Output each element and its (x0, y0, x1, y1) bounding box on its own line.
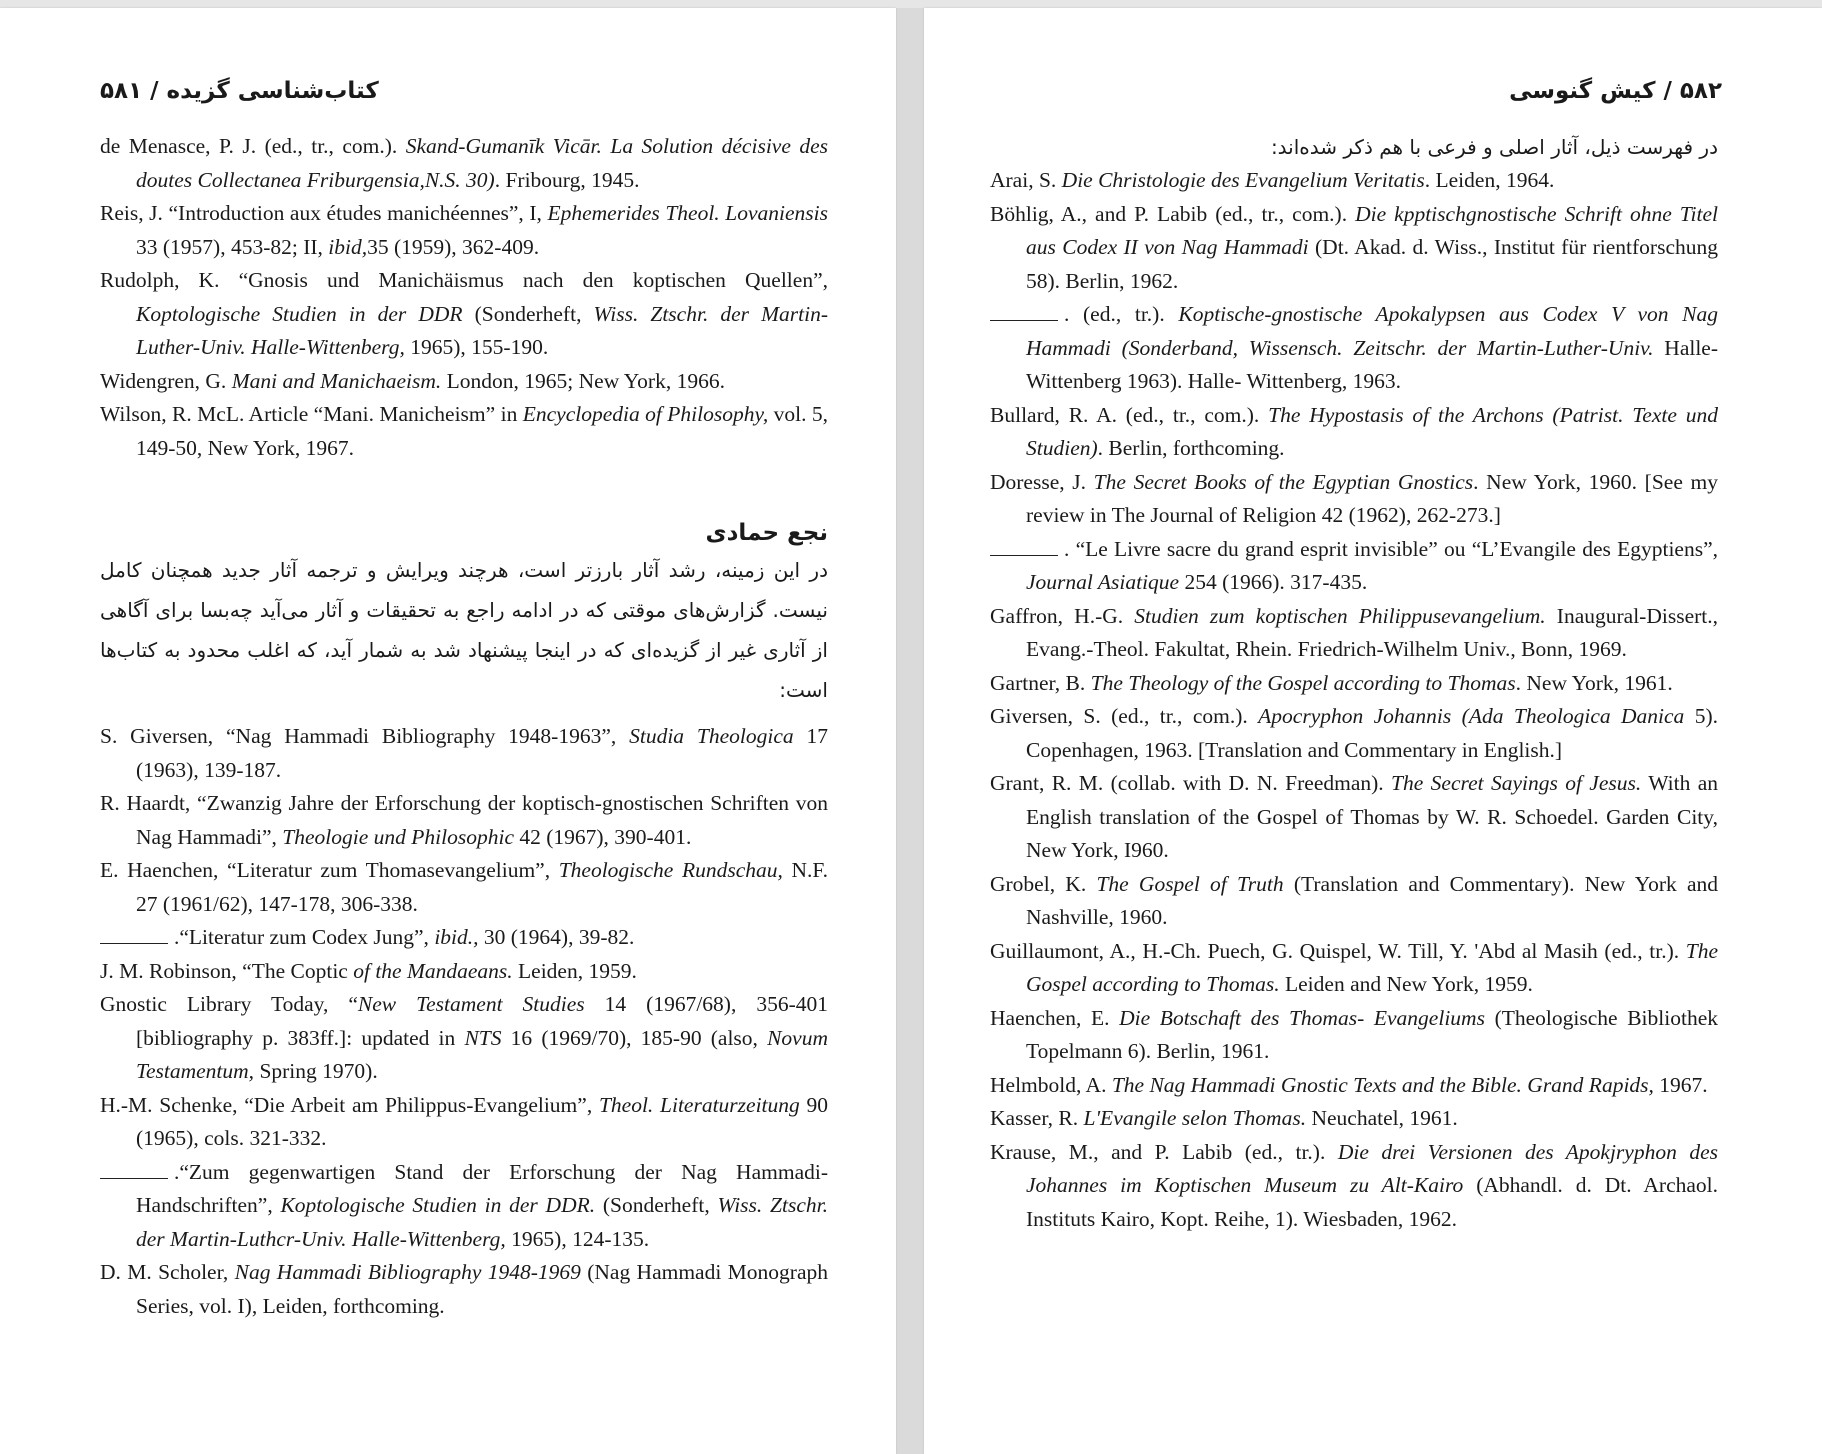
bibliography-entry (100, 921, 828, 955)
right-page (924, 8, 1822, 1454)
entry-text: 35 (1959), 362-409. (367, 234, 540, 259)
entry-title: ibid, (328, 234, 368, 259)
entry-text: 1965), 155-190. (404, 335, 549, 359)
right-page-header: ۵۸۲ / کیش گنوسی (1509, 78, 1722, 104)
entry-title: Apocryphon Johannis (Ada Theologica Danica (1258, 704, 1685, 728)
entry-text: 42 (1967), 390-401. (513, 824, 692, 849)
entry-title: Wiss. Ztschr. der Martin-Luther-Univ. Halle-Wittenberg, (136, 301, 828, 359)
entry-title: The Nag Hammadi Gnostic Texts and the Bible. Grand Rapids, (1111, 1072, 1654, 1097)
bibliography-entry (990, 1069, 1718, 1103)
entry-text: . “Le Livre sacre du grand esprit invisible” ou “L’Evangile des Egyptiens”, (1064, 536, 1718, 561)
entry-text: Neuchatel, 1961. (1306, 1106, 1458, 1130)
section-intro: در این زمینه، رشد آثار بارزتر است، هرچند ویرایش و ترجمه آثار جدید همچنان کامل نیست. گزارش‌های موقتی که در ادامه راجع به تحقیقات و آثار می‌آید چه‌بسا برای آگاهی از آثاری غیر از گزیده‌ای که در اینجا پیشنهاد شد به شمار آید، که اغلب محدود به کتاب‌ها است: (100, 558, 828, 702)
entry-title: Die kpptischgnostische Schrift ohne Titel aus Codex II von Nag Hammadi (1026, 201, 1718, 259)
bibliography-entry (990, 600, 1718, 667)
right-entries (990, 164, 1718, 1236)
entry-text: Widengren, G. (100, 368, 232, 393)
bibliography-entry (990, 667, 1718, 701)
bibliography-entry (100, 365, 828, 399)
entry-text: Gnostic Library Today, “ (100, 992, 358, 1016)
entry-title: The Gospel according to Thomas. (1026, 938, 1718, 996)
entry-text: Böhlig, A., and P. Labib (ed., tr., com.). (990, 201, 1356, 226)
repeat-author-rule (990, 535, 1058, 555)
bibliography-entry (100, 787, 828, 854)
entry-text: 5). Copenhagen, 1963. [Translation and Commentary in English.] (1026, 704, 1718, 762)
bibliography-entry (100, 1156, 828, 1257)
entry-text: H.-M. Schenke, “Die Arbeit am Philippus-Evangelium”, (100, 1092, 599, 1117)
bibliography-entry (990, 868, 1718, 935)
entry-title: The Gospel of Truth (1096, 871, 1284, 896)
entry-title: Encyclopedia of Philosophy, (522, 402, 769, 426)
entry-text: Doresse, J. (990, 469, 1094, 494)
entry-title: Die Christologie des Evangelium Veritatis (1061, 168, 1425, 192)
entry-title: The Secret Books of the Egyptian Gnostics (1093, 469, 1474, 494)
entry-text: 254 (1966). 317-435. (1179, 570, 1368, 594)
entry-text: (Nag Hammadi Monograph Series, vol. I), Leiden, forthcoming. (136, 1260, 828, 1318)
entry-title: L'Evangile selon Thomas. (1083, 1106, 1307, 1130)
entry-title: The Hypostasis of the Archons (Patrist. Texte und Studien) (1026, 402, 1718, 460)
entry-title: Ephemerides Theol. Lovaniensis (547, 201, 828, 225)
entry-text: Kasser, R. (990, 1106, 1084, 1130)
bibliography-entry (100, 197, 828, 264)
entry-title: Koptologische Studien in der DDR. (280, 1193, 596, 1217)
bibliography-entry (990, 533, 1718, 600)
entry-text: . New York, 1961. (1515, 670, 1673, 695)
entry-text: S. Giversen, “Nag Hammadi Bibliography 1948-1963”, (100, 724, 630, 748)
bibliography-entry (100, 1256, 828, 1323)
entry-title: Novum Testamentum, (136, 1025, 828, 1083)
entry-text: Arai, S. (990, 168, 1062, 192)
entry-text: Rudolph, K. “Gnosis und Manichäismus nach den koptischen Quellen”, (100, 268, 828, 292)
bibliography-entry (100, 1089, 828, 1156)
entry-text: 14 (1967/68), 356-401 [bibliography p. 383ff.]: updated in (136, 992, 828, 1050)
entry-title: Theol. Literaturzeitung (598, 1092, 800, 1117)
entry-text: Reis, J. “Introduction aux études manichéennes”, I, (100, 201, 548, 225)
bibliography-entry (990, 700, 1718, 767)
right-intro: در فهرست ذیل، آثار اصلی و فرعی با هم ذکر شده‌اند: (1270, 135, 1718, 159)
entry-text: vol. 5, 149-50, New York, 1967. (136, 402, 829, 460)
entry-text: With an English translation of the Gospel of Thomas by W. R. Schoedel. Garden City, New York, I960. (1026, 771, 1718, 862)
bibliography-entry (100, 720, 828, 787)
entry-title: Studia Theologica (629, 724, 794, 748)
entry-text: N.F. 27 (1961/62), 147-178, 306-338. (136, 858, 828, 916)
entry-text: 33 (1957), 453-82; II, (136, 234, 329, 259)
entry-text: (Abhandl. d. Dt. Archaol. Instituts Kairo, Kopt. Reihe, 1). Wiesbaden, 1962. (1026, 1173, 1719, 1231)
entry-text: Inaugural-Dissert., Evang.-Theol. Fakultat, Rhein. Friedrich-Wilhelm Univ., Bonn, 1969. (1026, 603, 1719, 661)
entry-text: (Sonderheft, (462, 301, 594, 326)
bibliography-entry (990, 298, 1718, 399)
entry-title: Skand-Gumanīk Vicār. La Solution décisive des doutes Collectanea Friburgensia,N.S. 30) (136, 134, 828, 192)
bibliography-entry (990, 399, 1718, 466)
page-gutter (896, 8, 924, 1454)
entry-text: . Leiden, 1964. (1424, 168, 1555, 192)
entry-title: Die Botschaft des Thomas- Evangeliums (1119, 1005, 1485, 1030)
entry-text: Wilson, R. McL. Article “Mani. Manicheism” in (100, 402, 523, 426)
entry-text: de Menasce, P. J. (ed., tr., com.). (100, 134, 406, 158)
bibliography-entry (990, 1136, 1718, 1237)
entry-text: 17 (1963), 139-187. (136, 724, 829, 782)
entry-text: Haenchen, E. (990, 1005, 1120, 1030)
entry-title: Journal Asiatique (1026, 570, 1180, 594)
entry-text: . (ed., tr.). (1064, 302, 1179, 326)
repeat-author-rule (990, 301, 1058, 321)
bibliography-entry (100, 130, 828, 197)
bibliography-entry (100, 988, 828, 1089)
entry-title: ibid., (434, 925, 479, 949)
entry-title: Koptologische Studien in der DDR (136, 301, 463, 326)
entry-text: Grobel, K. (990, 871, 1097, 896)
entry-text: . New York, 1960. [See my review in The Journal of Religion 42 (1962), 262-273.] (1026, 469, 1719, 527)
entry-text: .“Zum gegenwartigen Stand der Erforschung der Nag Hammadi-Handschriften”, (136, 1159, 828, 1217)
left-page (0, 8, 896, 1454)
entry-text: Grant, R. M. (collab. with D. N. Freedman). (990, 771, 1392, 795)
entry-text: 90 (1965), cols. 321-332. (136, 1092, 829, 1150)
entry-text: 16 (1969/70), 185-90 (also, (501, 1025, 768, 1050)
entry-text: Leiden and New York, 1959. (1279, 972, 1533, 996)
entry-text: .“Literatur zum Codex Jung”, (174, 925, 435, 949)
entry-text: Guillaumont, A., H.-Ch. Puech, G. Quispel, W. Till, Y. 'Abd al Masih (ed., tr.). (990, 938, 1686, 963)
bibliography-entry (990, 198, 1718, 299)
entry-text: Bullard, R. A. (ed., tr., com.). (990, 402, 1269, 427)
left-page-header: کتاب‌شناسی گزیده / ۵۸۱ (100, 78, 379, 104)
entry-text: Helmbold, A. (990, 1072, 1112, 1097)
bibliography-entry (990, 466, 1718, 533)
entry-text: Giversen, S. (ed., tr., com.). (990, 704, 1259, 728)
right-column (990, 130, 1718, 1236)
bibliography-entry (990, 935, 1718, 1002)
entry-text: Krause, M., and P. Labib (ed., tr.). (990, 1139, 1338, 1164)
left-entries-bottom (100, 720, 828, 1323)
entry-title: The Secret Sayings of Jesus. (1391, 771, 1642, 795)
entry-text: R. Haardt, “Zwanzig Jahre der Erforschung der koptisch-gnostischen Schriften von Nag Hammadi”, (100, 791, 828, 849)
entry-text: J. M. Robinson, “The Coptic (100, 958, 354, 983)
entry-text: (Dt. Akad. d. Wiss., Institut für rientforschung 58). Berlin, 1962. (1026, 235, 1718, 293)
entry-title: Theologie und Philosophic (282, 824, 514, 849)
entry-text: London, 1965; New York, 1966. (441, 368, 725, 393)
entry-title: Die drei Versionen des Apokjryphon des Johannes im Koptischen Museum zu Alt-Kairo (1026, 1139, 1718, 1197)
bibliography-entry (100, 398, 828, 465)
section-heading: نجع حمادی (705, 520, 828, 546)
entry-text: Gaffron, H.-G. (990, 603, 1135, 628)
entry-text: 30 (1964), 39-82. (478, 925, 635, 949)
repeat-author-rule (100, 1158, 168, 1178)
entry-text: (Theologische Bibliothek Topelmann 6). Berlin, 1961. (1026, 1005, 1718, 1063)
entry-title: The Theology of the Gospel according to Thomas (1090, 670, 1516, 695)
entry-text: . Berlin, forthcoming. (1097, 436, 1285, 460)
entry-title: Wiss. Ztschr. der Martin-Luthcr-Univ. Halle-Wittenberg, (136, 1193, 828, 1251)
entry-text: E. Haenchen, “Literatur zum Thomasevangelium”, (100, 858, 559, 882)
entry-title: Studien zum koptischen Philippusevangelium. (1134, 603, 1546, 628)
bibliography-entry (990, 767, 1718, 868)
entry-text: Halle-Wittenberg 1963). Halle- Wittenberg, 1963. (1026, 335, 1719, 393)
entry-title: NTS (464, 1025, 502, 1050)
entry-text: (Translation and Commentary). New York and Nashville, 1960. (1026, 871, 1719, 929)
entry-title: Mani and Manichaeism. (231, 368, 442, 393)
entry-title: Theologische Rundschau, (558, 858, 783, 882)
bibliography-entry (990, 164, 1718, 198)
entry-text: Spring 1970). (254, 1059, 378, 1083)
entry-title: Nag Hammadi Bibliography 1948-1969 (234, 1260, 581, 1284)
entry-title: New Testament Studies (357, 992, 585, 1016)
bibliography-entry (990, 1002, 1718, 1069)
bibliography-entry (100, 854, 828, 921)
entry-text: Leiden, 1959. (512, 958, 637, 983)
entry-title: of the Mandaeans. (353, 958, 513, 983)
entry-text: Gartner, B. (990, 670, 1091, 695)
entry-text: 1965), 124-135. (505, 1226, 650, 1251)
nag-hammadi-section (100, 520, 828, 710)
entry-text: . Fribourg, 1945. (494, 167, 640, 192)
bibliography-entry (100, 264, 828, 365)
entry-text: (Sonderheft, (595, 1193, 718, 1217)
bibliography-entry (100, 955, 828, 989)
entry-text: 1967. (1653, 1072, 1708, 1097)
left-entries-top (100, 130, 828, 465)
entry-title: Koptische-gnostische Apokalypsen aus Codex V von Nag Hammadi (Sonderband, Wissensch. Zeitschr. der Martin-Luther-Univ. (1026, 302, 1718, 360)
repeat-author-rule (100, 924, 168, 944)
entry-text: D. M. Scholer, (100, 1260, 235, 1284)
bibliography-entry (990, 1102, 1718, 1136)
